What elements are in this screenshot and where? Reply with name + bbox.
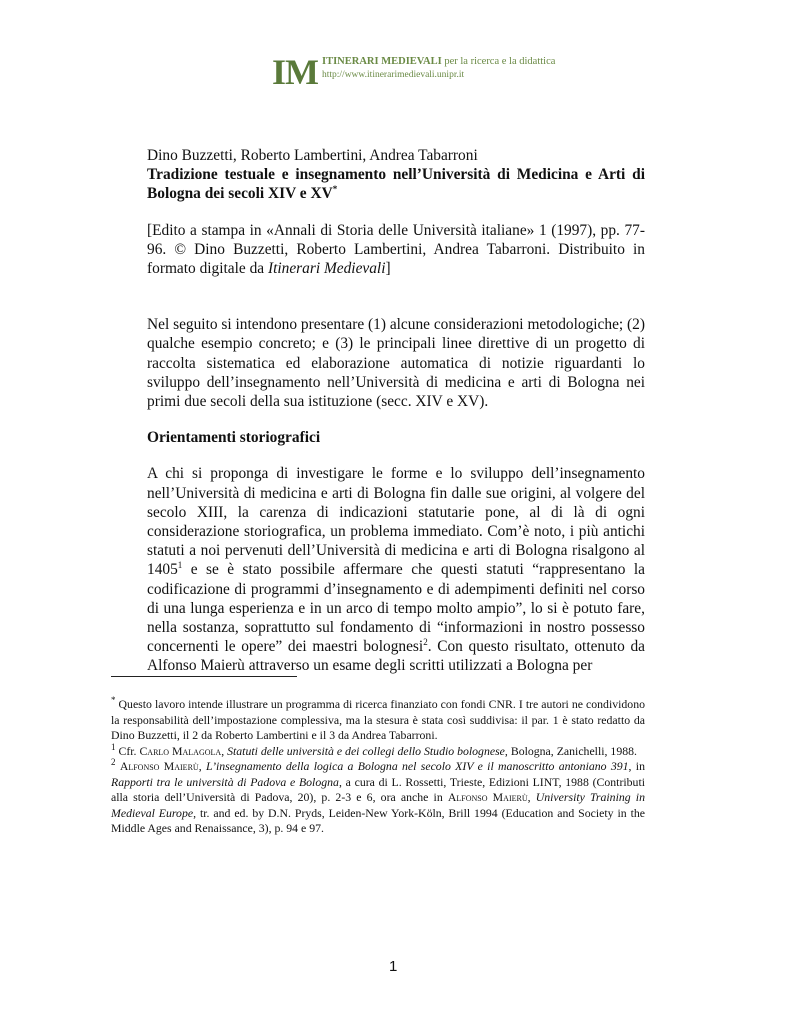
- footnote-2-text-c: , a cura di L. Rossetti, Trieste, Edizioni LINT, 1988 (Contributi alla storia dell’Università di Padova, 20), p. 2-3 e 6, ora anche in: [111, 774, 645, 804]
- edition-note-text: [Edito a stampa in «Annali di Storia delle Università italiane» 1 (1997), pp. 77-96. © Dino Buzzetti, Roberto Lambertini, Andrea Tabarroni. Distribuito in formato digitale da: [147, 221, 645, 278]
- body-text-1: A chi si proponga di investigare le forme e lo sviluppo dell’insegnamento nell’Università di medicina e arti di Bologna fin dalle sue origini, al volgere del secolo XIII, la carenza di indicazioni statutarie pone, al di là di ogni considerazione storiografica, un problema immediato. Com’è noto, i più antichi statuti a noi pervenuti dell’Università di medicina e arti di Bologna risalgono al 1405: [147, 465, 645, 579]
- logo-mark: IM: [272, 52, 318, 92]
- edition-note-italic: Itinerari Medievali: [267, 260, 386, 278]
- footnote-1: [111, 741, 645, 760]
- footnote-1-mark: 1: [111, 741, 116, 752]
- footnote-2-text-b: , in: [628, 759, 645, 773]
- logo-url: http://www.itinerarimedievali.unipr.it: [322, 70, 465, 80]
- section-heading: Orientamenti storiografici: [147, 429, 321, 447]
- article-title-text: Tradizione testuale e insegnamento nell’Università di Medicina e Arti di Bologna dei secoli XIV e XV: [147, 166, 645, 203]
- footnote-1-text-a: Cfr.: [115, 743, 140, 758]
- footnote-2-mark: 2: [111, 757, 116, 768]
- footnote-ref-2[interactable]: 2: [423, 637, 428, 648]
- footnote-2-author-2: Alfonso Maierù: [447, 790, 528, 804]
- footnote-star-text: Questo lavoro intende illustrare un programma di ricerca finanziato con fondi CNR. I tre autori ne condividono la responsabilità dell’impostazione complessiva, ma la stesura è stata così suddivisa: il par. 1 è stato redatto da Dino Buzzetti, il 2 da Roberto Lambertini e il 3 da Andrea Tabarroni.: [111, 697, 645, 742]
- footnote-2-text-e: , tr. and ed. by D.N. Pryds, Leiden-New York-Köln, Brill 1994 (Education and Society in the Middle Ages and Renaissance, 3), p. 94 e 97.: [111, 805, 645, 835]
- footnotes: [111, 697, 645, 837]
- footnote-2-work-1: L’insegnamento della logica a Bologna nel secolo XIV e il manoscritto antoniano 391: [205, 759, 629, 773]
- footnote-divider: [111, 676, 297, 677]
- title-footnote-mark: *: [332, 184, 338, 195]
- footnote-1-text-c: , Bologna, Zanichelli, 1988.: [504, 743, 637, 758]
- edition-note-close: ]: [385, 260, 391, 278]
- footnote-2: [111, 759, 645, 837]
- intro-paragraph: Nel seguito si intendono presentare (1) alcune considerazioni metodologiche; (2) qualche esempio concreto; e (3) le principali linee direttive di un progetto di raccolta sistematica ed elaborazione automatica di notizie riguardanti lo sviluppo dell’insegnamento nell’Università di medicina e arti di Bologna nei primi due secoli della sua istituzione (secc. XIV e XV).: [147, 316, 645, 411]
- page-number: 1: [389, 958, 398, 975]
- article-title: [147, 165, 645, 203]
- body-text-3: . Con questo risultato, ottenuto da Alfonso Maierù attraverso un esame degli scritti utilizzati a Bologna per: [147, 638, 645, 675]
- authors-line: Dino Buzzetti, Roberto Lambertini, Andrea Tabarroni: [147, 147, 478, 164]
- footnote-2-work-3: University Training in Medieval Europe: [111, 790, 645, 820]
- body-text-2: e se è stato possibile affermare che questi statuti “rappresentano la codificazione di programmi d’insegnamento e di adempimenti definiti nel corso di una lunga esperienza e in un arco di tempo molto ampio”, lo si è potuto fare, nella sostanza, soprattutto sul fondamento di “informazioni in nostro possesso concernenti le opere” dei maestri bolognesi: [147, 561, 645, 656]
- footnote-2-work-2: Rapporti tra le università di Padova e Bologna: [111, 774, 339, 789]
- footnote-1-text-b: ,: [221, 743, 228, 758]
- footnote-star: [111, 697, 645, 744]
- footnote-2-author-1: Alfonso Maierù: [119, 759, 199, 773]
- footnote-star-mark: *: [111, 695, 116, 706]
- body-paragraph: [147, 464, 645, 675]
- edition-note: [147, 221, 645, 279]
- main-content: [147, 146, 645, 676]
- logo-title: [322, 56, 555, 67]
- footnote-2-text-a: ,: [198, 759, 206, 773]
- footnote-1-work: Statuti delle università e dei collegi dello Studio bolognese: [227, 743, 505, 758]
- footnote-1-author: Carlo Malagola: [139, 743, 222, 758]
- footnote-2-text-d: ,: [527, 790, 536, 804]
- logo-title-rest: per la ricerca e la didattica: [444, 56, 556, 67]
- logo-title-main: ITINERARI MEDIEVALI: [322, 56, 442, 67]
- footnote-ref-1[interactable]: 1: [177, 560, 183, 571]
